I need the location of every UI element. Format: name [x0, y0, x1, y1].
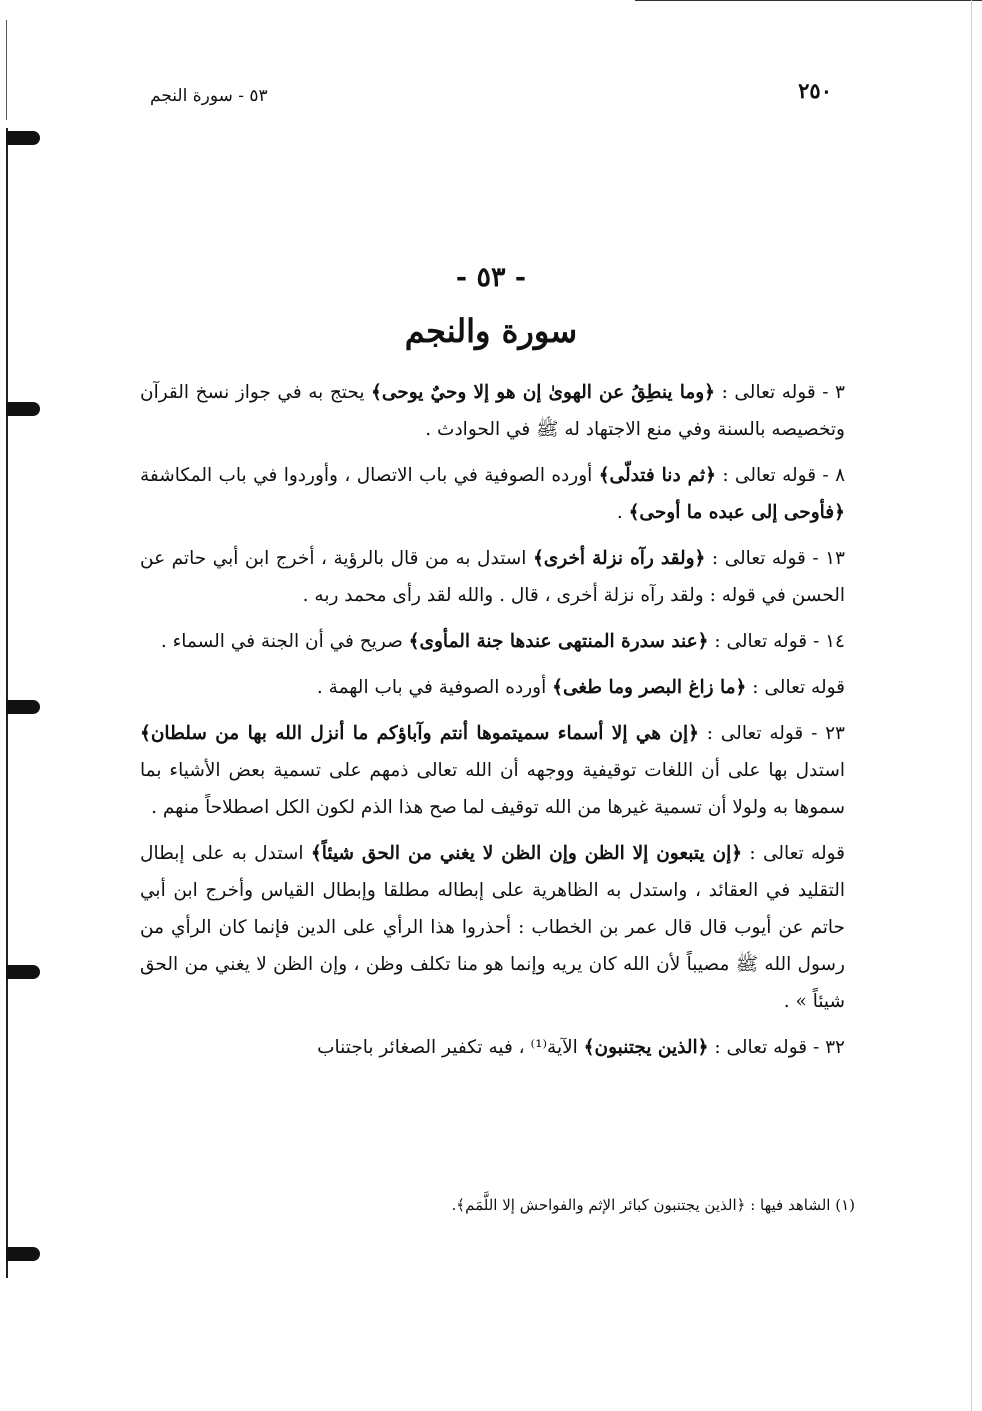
commentary-text: يحتج به في جواز نسخ القرآن وتخصيصه بالسنة وفي منع الاجتهاد له ﷺ في الحوادث .: [140, 382, 845, 440]
commentary-paragraph: [140, 457, 845, 531]
scan-top-line: [635, 0, 982, 1]
commentary-text: صريح في أن الجنة في السماء .: [160, 631, 409, 652]
commentary-paragraph: [140, 1029, 845, 1066]
binding-mark: [6, 402, 40, 416]
commentary-text: أورده الصوفية في باب الاتصال ، وأوردوا في باب المكاشفة: [140, 465, 599, 486]
verse-lead: ٢٣ - قوله تعالى :: [698, 723, 845, 744]
quran-quote: ﴿إن يتبعون إلا الظن وإن الظن لا يغني من الحق شيئاً﴾: [310, 843, 743, 864]
commentary-text: .: [616, 502, 629, 523]
verse-lead: قوله تعالى :: [742, 843, 846, 864]
footnote: [340, 1192, 855, 1218]
footnote-separator: [700, 1176, 845, 1177]
quran-quote: ﴿الذين يجتنبون﴾: [583, 1037, 709, 1058]
verse-lead: ١٤ - قوله تعالى :: [708, 631, 845, 652]
commentary-paragraph: [140, 835, 845, 1020]
verse-lead: ٣ - قوله تعالى :: [715, 382, 845, 403]
commentary-paragraph: [140, 374, 845, 448]
commentary-text: استدل به من قال بالرؤية ، أخرج ابن أبي حاتم عن الحسن في قوله : ولقد رآه نزلة أخرى ، قال . والله لقد رأى محمد ربه .: [140, 548, 845, 606]
commentary-text: استدل به على إبطال التقليد في العقائد ، واستدل به الظاهرية على إبطاله مطلقا وإبطال القياس وأخرج ابن أبي حاتم عن أيوب قال قال عمر بن الخطاب : أحذروا هذا الرأي على الدين فإنما كان الرأي من رسول الله ﷺ مصيباً لأن الله كان يريه وإنما هو منا تكلف وظن ، وإن الظن لا يغني من الحق شيئاً » .: [140, 843, 845, 1012]
binding-mark: [6, 1247, 40, 1261]
binding-mark: [6, 131, 40, 145]
quran-quote: ﴿ولقد رآه نزلة أخرى﴾: [532, 548, 706, 569]
commentary-paragraph: [140, 715, 845, 826]
quran-quote: ﴿ما زاغ البصر وما طغى﴾: [552, 677, 747, 698]
binding-edge-top: [6, 20, 7, 120]
quran-quote: ﴿ثم دنا فتدلّى﴾: [598, 465, 716, 486]
binding-mark: [6, 965, 40, 979]
page-number: ٢٥٠: [798, 78, 832, 103]
scan-right-edge: [971, 0, 972, 1411]
verse-lead: ٨ - قوله تعالى :: [715, 465, 845, 486]
quran-quote: ﴿فأوحى إلى عبده ما أوحى﴾: [628, 502, 845, 523]
quran-quote: ﴿إن هي إلا أسماء سميتموها أنتم وآباؤكم ما أنزل الله بها من سلطان﴾: [140, 723, 699, 744]
verse-lead: قوله تعالى :: [746, 677, 845, 698]
commentary-text: استدل بها على أن اللغات توقيفية ووجهه أن الله تعالى ذمهم على تسمية بعض الأشياء بما سموها به ولولا أن تسمية غيرها من الله توقيف لما صح هذا الذم لكون الكل اصطلاحاً منهم .: [140, 760, 845, 818]
commentary-text: أورده الصوفية في باب الهمة .: [316, 677, 553, 698]
running-header: ٥٣ - سورة النجم: [150, 86, 268, 106]
verse-lead: ١٣ - قوله تعالى :: [705, 548, 845, 569]
quran-quote: ﴿عند سدرة المنتهى عندها جنة المأوى﴾: [408, 631, 709, 652]
commentary-paragraph: [140, 540, 845, 614]
commentary-paragraph: [140, 623, 845, 660]
surah-number: - ٥٣ -: [455, 262, 527, 293]
commentary-text: الآية⁽¹⁾ ، فيه تكفير الصغائر باجتناب: [317, 1037, 584, 1058]
commentary-paragraph: [140, 669, 845, 706]
commentary-body: [140, 374, 845, 1075]
verse-lead: ٣٢ - قوله تعالى :: [708, 1037, 845, 1058]
surah-title: سورة والنجم: [404, 312, 578, 350]
binding-mark: [6, 700, 40, 714]
footnote-text: الشاهد فيها : ﴿الذين يجتنبون كبائر الإثم والفواحش إلا اللَّمَم﴾.: [451, 1196, 831, 1214]
quran-quote: ﴿وما ينطِقُ عن الهوىٰ إن هو إلا وحيٌ يوحى﴾: [371, 382, 716, 403]
footnote-marker: (١): [835, 1196, 855, 1214]
